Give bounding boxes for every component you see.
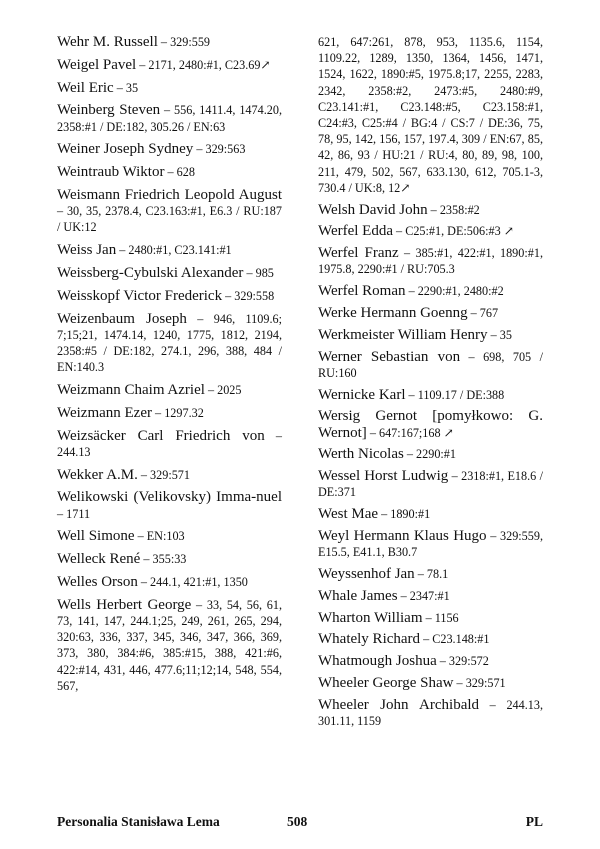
- index-entry: [57, 57, 282, 73]
- entry-person-name: Weinberg Steven: [57, 102, 161, 119]
- entry-page-references: – 946, 1109.6; 7;15;21, 1474.14, 1240, 1775, 1812, 2194, 2358:#5 / DE:182, 274.1, 296, 388, 484 / EN:140.3: [57, 311, 282, 375]
- entry-page-references: – 2290:#1, 2480:#2: [405, 284, 504, 299]
- index-entry: [318, 223, 543, 239]
- entry-person-name: Weizsäcker Carl Friedrich von: [57, 427, 265, 444]
- entry-person-name: Whale James: [318, 587, 398, 604]
- entry-person-name: Weizmann Ezer: [57, 404, 152, 421]
- entry-page-references: – C25:#1, DE:506:#3 ↗: [393, 224, 514, 239]
- entry-page-references: – 2358:#2: [427, 202, 480, 217]
- index-entry: [57, 164, 282, 180]
- entry-page-references: – 628: [164, 165, 195, 180]
- index-entry: [318, 675, 543, 691]
- entry-page-references: – 2318:#1, E18.6 / DE:371: [318, 469, 544, 500]
- entry-page-references: – 2171, 2480:#1, C23.69↗: [136, 57, 271, 72]
- entry-person-name: Weyl Hermann Klaus Hugo: [318, 528, 487, 544]
- entry-page-references: – 35: [113, 80, 139, 95]
- index-entry: [57, 551, 282, 567]
- index-entry: [57, 102, 282, 134]
- index-entry: [318, 34, 543, 196]
- index-entry: [318, 245, 543, 277]
- index-entry: [318, 566, 543, 582]
- index-entry: [57, 382, 282, 398]
- entry-person-name: Weismann Friedrich Leopold August: [57, 186, 282, 203]
- entry-person-name: Weiss Jan: [57, 242, 117, 259]
- entry-person-name: Well Simone: [57, 528, 135, 545]
- entry-page-references: – 329:572: [436, 654, 489, 669]
- entry-person-name: Welles Orson: [57, 573, 138, 590]
- entry-page-references: – 1297.32: [152, 405, 204, 420]
- entry-page-references: – 985: [243, 265, 274, 280]
- index-entry: [318, 468, 543, 500]
- index-entry: [318, 528, 543, 560]
- index-entry: [318, 506, 543, 522]
- index-entry: [318, 387, 543, 403]
- left-column: [57, 34, 282, 701]
- entry-person-name: Welleck René: [57, 551, 141, 568]
- index-entry: [57, 187, 282, 236]
- entry-person-name: Wells Herbert George: [57, 596, 192, 613]
- index-entry: [57, 574, 282, 590]
- entry-page-references: – 2025: [204, 382, 242, 397]
- index-entry: [57, 141, 282, 157]
- entry-page-references: – 329:571: [137, 467, 190, 482]
- entry-page-references: – 2290:#1: [403, 447, 456, 462]
- entry-page-references: – 329:558: [222, 288, 275, 303]
- entry-page-references: – EN:103: [134, 529, 185, 544]
- entry-person-name: Weizmann Chaim Azriel: [57, 381, 205, 398]
- index-entry: [318, 446, 543, 462]
- entry-page-references: – 244.13, 301.11, 1159: [318, 697, 543, 728]
- entry-page-references: – 1711: [57, 506, 91, 521]
- footer-language-code: PL: [525, 814, 543, 829]
- entry-person-name: Werfel Edda: [318, 223, 393, 240]
- entry-person-name: Welsh David John: [318, 201, 428, 218]
- entry-person-name: Wernicke Karl: [318, 386, 406, 403]
- entry-page-references: – 385:#1, 422:#1, 1890:#1, 1975.8, 2290:#1 / RU:705.3: [318, 246, 543, 277]
- index-entry: [57, 597, 282, 694]
- entry-page-references: – 244.13: [57, 428, 282, 459]
- entry-page-references: – 329:571: [453, 675, 506, 690]
- entry-person-name: Weintraub Wiktor: [57, 164, 165, 181]
- footer-book-title: Personalia Stanisława Lema: [57, 814, 220, 829]
- index-entry: [318, 697, 543, 729]
- index-entry: [57, 288, 282, 304]
- entry-person-name: West Mae: [318, 506, 379, 523]
- entry-person-name: Weisskopf Victor Frederick: [57, 287, 223, 304]
- entry-page-references: 621, 647:261, 878, 953, 1135.6, 1154, 1109.22, 1289, 1350, 1364, 1456, 1471, 1524, 1622, 1890:#5, 1975.8;17, 2255, 2283, 2342, 2358:#2, 2473:#5, 2480:#9, C23.141:#1, C23.148:#5, C23.158:#1, C24:#3, C25:#4 / BG:4 / CS:7 / DE:36, 75, 78, 95, 142, 156, 157, 197.4, 309 / EN:67, 85, 42, 86, 93 / HU:21 / RU:4, 80, 89, 98, 100, 211, 479, 502, 567, 633.130, 612, 705.1-3, 730.4 / UK:8, 12↗: [318, 35, 543, 195]
- entry-person-name: Whately Richard: [318, 631, 421, 648]
- entry-page-references: – 2347:#1: [397, 588, 450, 603]
- entry-person-name: Welikowski (Velikovsky) Imma-nuel: [57, 489, 282, 506]
- entry-page-references: – 698, 705 / RU:160: [318, 349, 544, 380]
- entry-person-name: Werfel Roman: [318, 283, 406, 300]
- entry-page-references: – 329:559: [157, 35, 211, 49]
- entry-person-name: Wekker A.M.: [57, 466, 138, 483]
- index-entry: [318, 327, 543, 343]
- entry-person-name: Weissberg-Cybulski Alexander: [57, 264, 244, 281]
- index-entry: [57, 34, 282, 50]
- entry-person-name: Werkmeister William Henry: [318, 326, 488, 343]
- index-entry: [57, 489, 282, 521]
- page-number: 508: [287, 814, 308, 829]
- page-footer: [57, 814, 543, 832]
- entry-page-references: – 355:33: [140, 552, 187, 567]
- entry-person-name: Weiner Joseph Sydney: [57, 141, 194, 158]
- entry-person-name: Wehr M. Russell: [57, 34, 158, 50]
- index-entry: [318, 349, 543, 381]
- index-entry: [57, 311, 282, 376]
- entry-page-references: – 556, 1411.4, 1474.20, 2358:#1 / DE:182, 305.26 / EN:63: [57, 103, 282, 134]
- right-column: [318, 34, 543, 735]
- index-entry: [318, 610, 543, 626]
- index-entry: [57, 405, 282, 421]
- index-entry: [57, 467, 282, 483]
- entry-person-name: Werke Hermann Goenng: [318, 305, 468, 322]
- entry-page-references: – 647:167;168 ↗: [366, 425, 454, 440]
- index-entry: [318, 283, 543, 299]
- entry-page-references: – C23.148:#1: [420, 632, 490, 647]
- entry-page-references: – 1156: [422, 610, 459, 625]
- entry-person-name: Wessel Horst Ludwig: [318, 468, 449, 485]
- entry-page-references: – 33, 54, 56, 61, 73, 141, 147, 244.1;25, 249, 261, 265, 294, 320:63, 336, 337, 345, 346, 347, 366, 369, 373, 380, 384:#6, 385:#15, 388, 421:#6, 422:#14, 431, 446, 477.6;11;12;14, 548, 554, 567,: [57, 597, 282, 693]
- index-entry: [318, 631, 543, 647]
- index-entry: [57, 528, 282, 544]
- entry-person-name: Wersig Gernot [pomyłkowo: G. Wernot]: [318, 408, 543, 441]
- entry-page-references: – 1890:#1: [378, 507, 431, 522]
- entry-page-references: – 244.1, 421:#1, 1350: [137, 574, 248, 589]
- entry-person-name: Weil Eric: [57, 79, 114, 96]
- entry-page-references: – 30, 35, 2378.4, C23.163:#1, E6.3 / RU:187 / UK:12: [57, 204, 282, 235]
- entry-page-references: – 329:559, E15.5, E41.1, B30.7: [318, 529, 544, 560]
- entry-person-name: Weyssenhof Jan: [318, 566, 415, 582]
- index-entry: [57, 265, 282, 281]
- index-entry: [57, 242, 282, 258]
- entry-person-name: Weigel Pavel: [57, 56, 137, 73]
- entry-person-name: Wharton William: [318, 609, 423, 626]
- index-entry: [57, 80, 282, 96]
- index-entry: [318, 305, 543, 321]
- index-entry: [318, 653, 543, 669]
- entry-person-name: Weizenbaum Joseph: [57, 310, 187, 327]
- index-entry: [318, 202, 543, 218]
- index-entry: [318, 408, 543, 440]
- entry-page-references: – 78.1: [414, 567, 449, 581]
- entry-person-name: Whatmough Joshua: [318, 653, 437, 670]
- entry-person-name: Werfel Franz: [318, 245, 399, 262]
- entry-page-references: – 767: [467, 306, 499, 321]
- entry-page-references: – 329:563: [193, 142, 246, 157]
- entry-page-references: – 1109.17 / DE:388: [405, 387, 505, 402]
- entry-page-references: – 35: [487, 327, 512, 342]
- entry-person-name: Wheeler George Shaw: [318, 674, 454, 691]
- entry-person-name: Werner Sebastian von: [318, 348, 461, 365]
- index-entry: [57, 428, 282, 460]
- entry-page-references: – 2480:#1, C23.141:#1: [116, 243, 232, 258]
- index-entry: [318, 588, 543, 604]
- entry-person-name: Wheeler John Archibald: [318, 696, 480, 713]
- entry-person-name: Werth Nicolas: [318, 446, 404, 463]
